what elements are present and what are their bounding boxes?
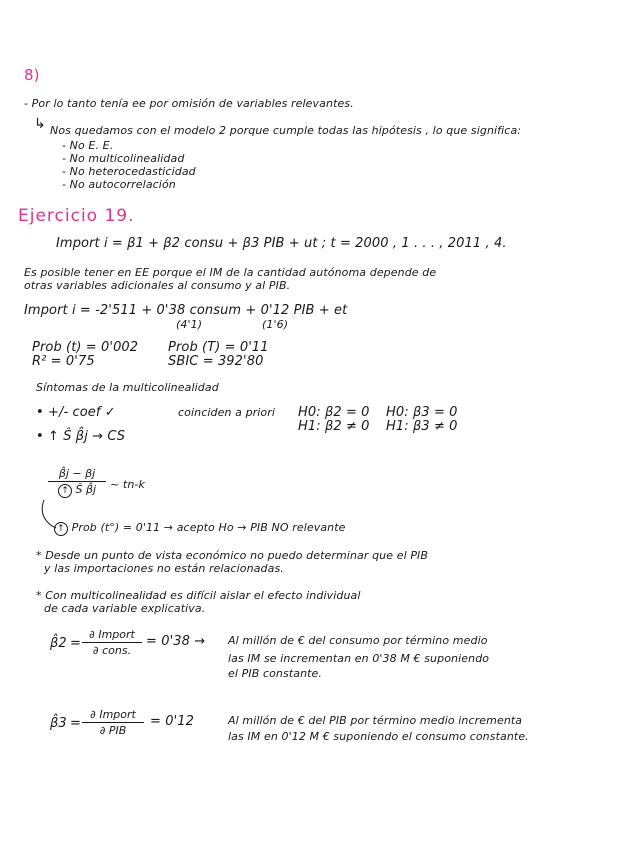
stat-prob-t: Prob (t) = 0'002: [32, 340, 139, 355]
beta2-value: = 0'38 →: [146, 634, 206, 649]
t-stat-denominator-row: [48, 483, 106, 498]
prob-line: Prob (t°) = 0'11 → acepto Ho → PIB NO relevante: [71, 521, 346, 534]
beta2-interpretation: Al millón de € del consumo por término medio: [228, 634, 488, 647]
beta3-interpretation: Al millón de € del PIB por término medio incrementa: [228, 714, 523, 727]
stat-r2: R² = 0'75: [32, 354, 95, 369]
prob-line-row: [54, 521, 346, 536]
equals-sign: =: [70, 636, 81, 651]
t-stat-numerator: β̂j − βj: [58, 467, 96, 480]
t-statistic-fraction: [48, 467, 106, 498]
sublist-item: - No multicolinealidad: [62, 152, 185, 165]
note-multicollinearity: * Con multicolinealidad es difícil aislar el efecto individual: [36, 589, 361, 602]
std-error-pib: (1'6): [262, 318, 289, 331]
estimated-equation: Import i = -2'511 + 0'38 consum + 0'12 PIB + et: [24, 303, 348, 318]
exercise-19-heading: Ejercicio 19.: [18, 206, 135, 226]
beta2-denominator: ∂ cons.: [92, 644, 132, 657]
hypothesis-h1-b2: H1: β2 ≠ 0: [298, 419, 370, 434]
hook-arrow-icon: ↳: [34, 116, 46, 132]
coinciden-note: coinciden a priori: [178, 406, 276, 419]
note-economic: * Desde un punto de vista económico no puedo determinar que el PIB: [36, 549, 429, 562]
beta3-numerator: ∂ Import: [90, 708, 136, 721]
beta2-hat: β̂2: [50, 636, 67, 651]
sublist-item: - No heterocedasticidad: [62, 165, 196, 178]
beta2-derivative: [82, 628, 142, 657]
fraction-bar: [48, 481, 106, 482]
beta2-numerator: ∂ Import: [89, 628, 135, 641]
std-error-bullet: • ↑ Ŝ β̂j → CS: [36, 429, 126, 444]
paragraph-line: otras variables adicionales al consumo y al PIB.: [24, 279, 291, 292]
symptoms-title: Síntomas de la multicolinealidad: [36, 381, 219, 394]
std-error-consumo: (4'1): [176, 318, 203, 331]
sublist-item: - No E. E.: [62, 139, 114, 152]
paragraph-line: Es posible tener en EE porque el IM de la cantidad autónoma depende de: [24, 266, 437, 279]
beta2-interpretation: el PIB constante.: [228, 667, 323, 680]
stat-prob-f: Prob (T) = 0'11: [168, 340, 269, 355]
t-stat-denominator: Ŝ β̂j: [75, 483, 97, 496]
fraction-bar: [82, 722, 144, 723]
circled-arrow-icon: ↑: [54, 522, 68, 536]
note-multicollinearity-cont: de cada variable explicativa.: [44, 602, 206, 615]
stat-sbic: SBIC = 392'80: [168, 354, 264, 369]
t-distribution: ~ tn-k: [110, 478, 145, 491]
hook-line: Nos quedamos con el modelo 2 porque cumple todas las hipótesis , lo que significa:: [50, 124, 522, 137]
coef-sign-bullet: • +/- coef ✓: [36, 405, 116, 420]
fraction-bar: [82, 642, 142, 643]
equals-sign: =: [70, 716, 81, 731]
hypothesis-h0-b3: H0: β3 = 0: [386, 405, 458, 420]
hypothesis-h1-b3: H1: β3 ≠ 0: [386, 419, 458, 434]
intro-bullet: - Por lo tanto tenía ee por omisión de variables relevantes.: [24, 97, 354, 110]
hypothesis-h0-b2: H0: β2 = 0: [298, 405, 370, 420]
beta2-interpretation: las IM se incrementan en 0'38 M € suponiendo: [228, 652, 490, 665]
beta3-hat: β̂3: [50, 716, 67, 731]
exercise-8-heading: 8): [24, 66, 40, 84]
beta3-denominator: ∂ PIB: [99, 724, 127, 737]
model-equation: Import i = β1 + β2 consu + β3 PIB + ut ; t = 2000 , 1 . . . , 2011 , 4.: [56, 236, 507, 251]
beta3-interpretation: las IM en 0'12 M € suponiendo el consumo constante.: [228, 730, 529, 743]
beta3-value: = 0'12: [150, 714, 195, 729]
beta3-derivative: [82, 708, 144, 737]
circled-arrow-icon: ↑: [58, 484, 72, 498]
sublist-item: - No autocorrelación: [62, 178, 176, 191]
note-economic-cont: y las importaciones no están relacionadas.: [44, 562, 284, 575]
